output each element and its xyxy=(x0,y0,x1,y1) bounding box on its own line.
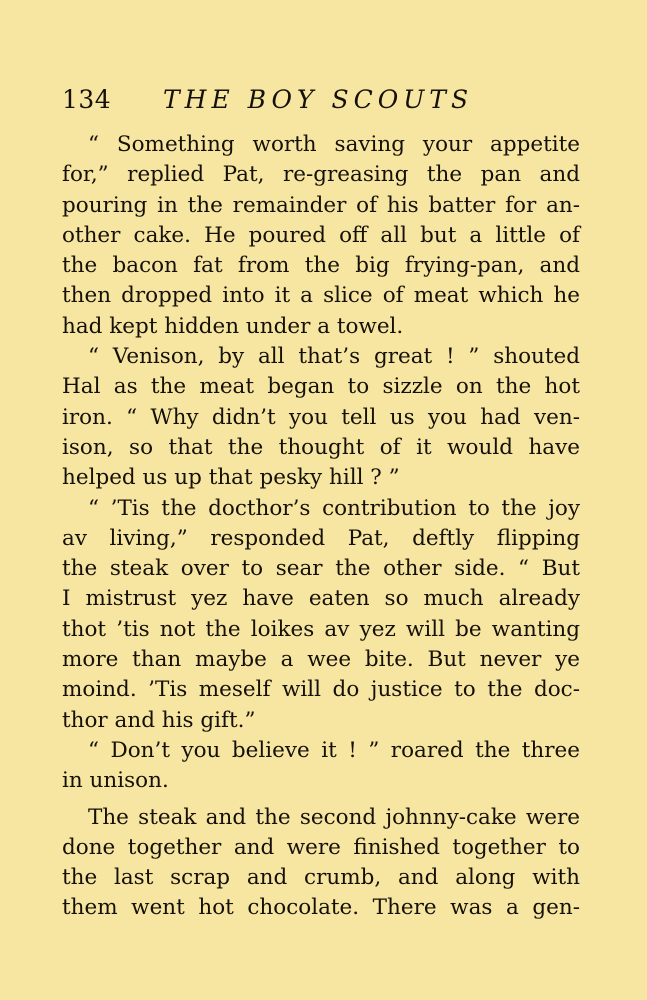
text-line: “ Don’t you believe it ! ” roared the three xyxy=(88,737,580,763)
body-text xyxy=(62,130,580,924)
text-line: “ ’Tis the docthor’s contribution to the joy xyxy=(88,495,580,521)
text-line: more than maybe a wee bite. But never ye xyxy=(62,647,580,673)
text-line: the bacon fat from the big frying-pan, and xyxy=(62,253,580,279)
text-line: Hal as the meat began to sizzle on the hot xyxy=(62,374,580,400)
text-line: The steak and the second johnny-cake were xyxy=(88,804,580,830)
text-line: moind. ’Tis meself will do justice to the doc- xyxy=(62,677,580,703)
text-line: ison, so that the thought of it would have xyxy=(62,434,580,460)
text-line: thot ’tis not the loikes av yez will be wanting xyxy=(62,616,580,642)
text-line: in unison. xyxy=(62,768,169,794)
text-line: thor and his gift.” xyxy=(62,707,256,733)
text-line: “ Something worth saving your appetite xyxy=(88,132,580,157)
text-line: I mistrust yez have eaten so much already xyxy=(62,586,580,612)
text-line: them went hot chocolate. There was a gen- xyxy=(62,895,580,921)
text-line: iron. “ Why didn’t you tell us you had ven- xyxy=(62,404,580,430)
running-head: THE BOY SCOUTS xyxy=(163,85,474,114)
paragraph xyxy=(62,494,580,736)
text-line: had kept hidden under a towel. xyxy=(62,313,404,339)
paragraph xyxy=(62,736,580,797)
text-line: helped us up that pesky hill ? ” xyxy=(62,465,400,491)
paragraph xyxy=(62,342,580,493)
text-line: then dropped into it a slice of meat which he xyxy=(62,283,580,309)
paragraph xyxy=(62,803,580,924)
page-number: 134 xyxy=(62,85,112,114)
text-line: pouring in the remainder of his batter for an- xyxy=(62,192,580,218)
text-line: the steak over to sear the other side. “ But xyxy=(62,556,580,582)
paragraph xyxy=(62,130,580,342)
page-header xyxy=(62,80,582,120)
text-line: done together and were finished together to xyxy=(62,834,580,860)
text-line: av living,” responded Pat, deftly flipping xyxy=(62,525,580,551)
text-line: “ Venison, by all that’s great ! ” shouted xyxy=(88,344,580,370)
text-line: other cake. He poured off all but a little of xyxy=(62,222,580,248)
text-line: for,” replied Pat, re-greasing the pan and xyxy=(62,162,580,188)
text-line: the last scrap and crumb, and along with xyxy=(62,865,580,891)
